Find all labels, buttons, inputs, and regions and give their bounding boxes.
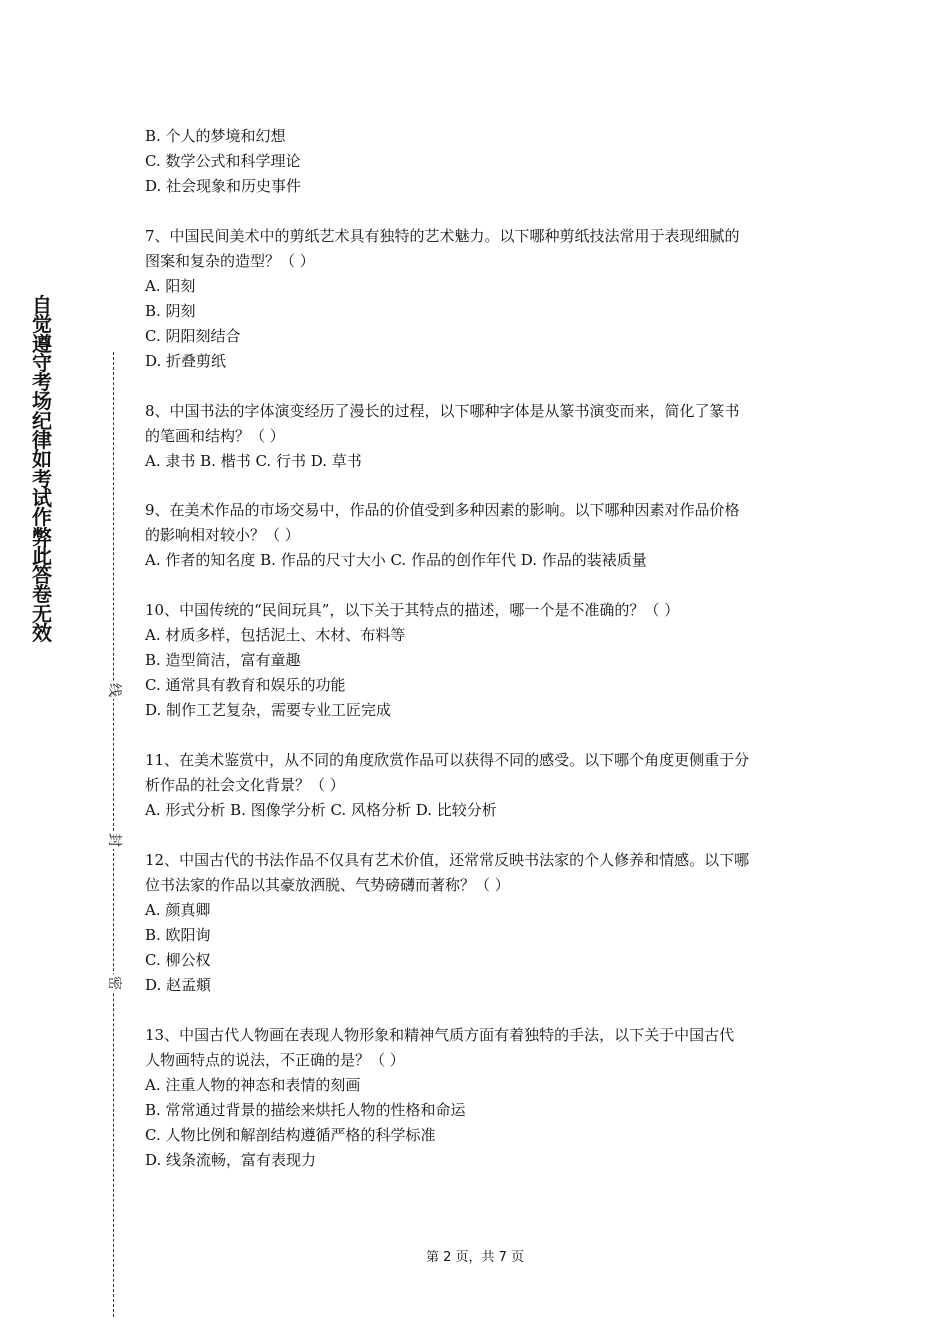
question-text: 11、在美术鉴赏中，从不同的角度欣赏作品可以获得不同的感受。以下哪个角度更侧重于分 bbox=[145, 750, 750, 769]
option: A. 材质多样，包括泥土、木材、布料等 bbox=[145, 626, 406, 645]
option: A. 阳刻 bbox=[145, 276, 196, 295]
option: A. 注重人物的神态和表情的刻画 bbox=[145, 1075, 361, 1094]
warning-char: 遵 bbox=[32, 331, 52, 356]
option: A. 颜真卿 bbox=[145, 900, 211, 919]
question-text: 的笔画和结构？（ ） bbox=[145, 426, 285, 445]
warning-char: 纪 bbox=[32, 408, 52, 433]
warning-char: 作 bbox=[32, 505, 52, 530]
question-8 bbox=[145, 399, 810, 474]
option: B. 造型简洁，富有童趣 bbox=[145, 651, 301, 670]
option: C. 数学公式和科学理论 bbox=[145, 152, 301, 170]
warning-char: 守 bbox=[32, 350, 52, 375]
option: D. 赵孟頫 bbox=[145, 975, 212, 994]
question-13 bbox=[145, 1023, 810, 1173]
option: D. 折叠剪纸 bbox=[145, 351, 227, 370]
warning-char: 场 bbox=[32, 389, 52, 414]
question-text: 析作品的社会文化背景？（ ） bbox=[145, 775, 345, 794]
page-number-footer: 第 2 页，共 7 页 bbox=[425, 1250, 525, 1265]
question-11 bbox=[145, 748, 810, 823]
question-text: 7、中国民间美术中的剪纸艺术具有独特的艺术魅力。以下哪种剪纸技法常用于表现细腻的 bbox=[145, 226, 740, 245]
option: D. 制作工艺复杂，需要专业工匠完成 bbox=[145, 701, 392, 720]
binding-mark-secret: 密 bbox=[106, 976, 122, 990]
option: C. 通常具有教育和娱乐的功能 bbox=[145, 676, 346, 695]
binding-mark-line: 线 bbox=[106, 683, 122, 697]
option: B. 欧阳询 bbox=[145, 925, 211, 944]
warning-char: 答 bbox=[32, 563, 52, 588]
question-text: 12、中国古代的书法作品不仅具有艺术价值，还常常反映书法家的个人修养和情感。以下哪 bbox=[145, 850, 750, 869]
warning-char: 考 bbox=[32, 466, 52, 491]
warning-char: 考 bbox=[32, 370, 52, 395]
warning-char: 卷 bbox=[32, 582, 52, 607]
warning-char: 此 bbox=[32, 543, 52, 568]
question-text: 图案和复杂的造型？（ ） bbox=[145, 251, 315, 270]
warning-char: 律 bbox=[32, 428, 52, 453]
option: A. 作者的知名度 B. 作品的尺寸大小 C. 作品的创作年代 D. 作品的装裱质量 bbox=[145, 551, 647, 570]
option: C. 人物比例和解剖结构遵循严格的科学标准 bbox=[145, 1125, 436, 1144]
binding-mark-seal: 封 bbox=[106, 833, 122, 847]
continued-options bbox=[145, 124, 810, 199]
option: A. 隶书 B. 楷书 C. 行书 D. 草书 bbox=[145, 451, 362, 470]
warning-char: 弊 bbox=[32, 524, 52, 549]
question-text: 的影响相对较小？（ ） bbox=[145, 526, 300, 545]
option: D. 线条流畅，富有表现力 bbox=[145, 1150, 317, 1169]
warning-char: 觉 bbox=[32, 312, 52, 337]
question-text: 位书法家的作品以其豪放洒脱、气势磅礴而著称？（ ） bbox=[145, 875, 510, 894]
option: B. 个人的梦境和幻想 bbox=[145, 127, 286, 145]
question-text: 人物画特点的说法，不正确的是？（ ） bbox=[145, 1050, 405, 1069]
question-text: 13、中国古代人物画在表现人物形象和精神气质方面有着独特的手法，以下关于中国古代 bbox=[145, 1025, 735, 1044]
question-text: 8、中国书法的字体演变经历了漫长的过程，以下哪种字体是从篆书演变而来，简化了篆书 bbox=[145, 401, 740, 420]
option: B. 阴刻 bbox=[145, 301, 196, 320]
warning-char: 无 bbox=[32, 601, 52, 626]
question-9 bbox=[145, 498, 810, 573]
option: B. 常常通过背景的描绘来烘托人物的性格和命运 bbox=[145, 1100, 466, 1119]
warning-char: 效 bbox=[32, 621, 52, 646]
question-text: 10、中国传统的“民间玩具”，以下关于其特点的描述，哪一个是不准确的？（ ） bbox=[145, 601, 680, 620]
warning-char: 自 bbox=[32, 293, 52, 317]
option: A. 形式分析 B. 图像学分析 C. 风格分析 D. 比较分析 bbox=[145, 800, 497, 819]
question-10 bbox=[145, 598, 810, 723]
question-7 bbox=[145, 224, 810, 374]
warning-char: 如 bbox=[32, 447, 52, 472]
question-12 bbox=[145, 848, 810, 998]
option: C. 阴阳刻结合 bbox=[145, 326, 241, 345]
option: C. 柳公权 bbox=[145, 950, 211, 969]
question-text: 9、在美术作品的市场交易中，作品的价值受到多种因素的影响。以下哪种因素对作品价格 bbox=[145, 501, 740, 520]
option: D. 社会现象和历史事件 bbox=[145, 177, 302, 195]
warning-char: 试 bbox=[32, 485, 52, 510]
question-content bbox=[145, 124, 810, 1173]
exam-discipline-warning bbox=[28, 293, 56, 646]
